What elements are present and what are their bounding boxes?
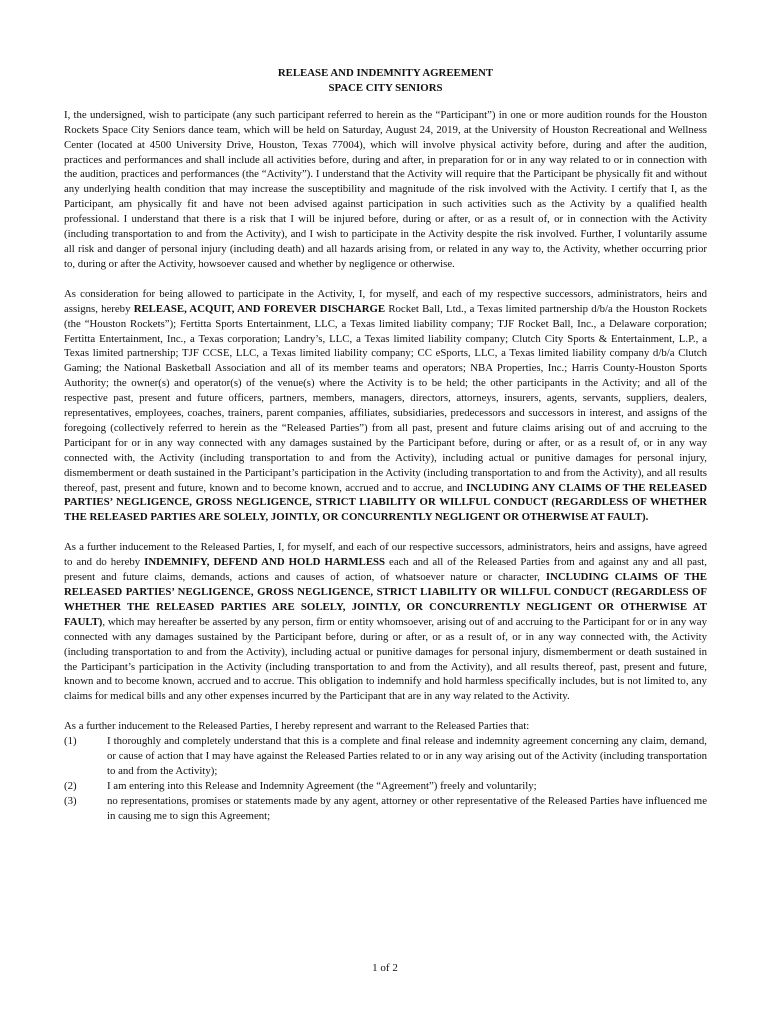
list-item-number: (3) [64, 794, 77, 807]
release-text-c: Rocket Ball, Ltd., a Texas limited partnership d/b/a the Houston Rockets (the “Houston Rockets”); Fertitta Sports Entertainment, LLC, a Texas limited liability company; TJF Rocket Ball, Inc., a Delaware corporation; Fertitta Entertainment, Inc., a Texas corporation; Landry’s, LLC, a Texas limited liability company; Clutch City Sports & Entertainment, L.P., a Texas limited partnership; TJF CCSE, LLC, a Texas limited liability company; CC eSports, LLC, a Texas limited liability company d/b/a Clutch Gaming; the National Basketball Association and all of its member teams and operators; NBA Properties, Inc.; Harris County-Houston Sports Authority; the owner(s) and operator(s) of the venue(s) where the Activity is to be held; the other participants in the Activity; and all of the respective past, present and future officers, partners, members, managers, directors, attorneys, insurers, agents, servants, suppliers, dealers, representatives, employees, coaches, trainers, parent companies, affiliates, subsidiaries, predecessors and successors in interest, and assigns of the foregoing (collectively referred to herein as the “Released Parties”) from all past, present and future claims arising out of and accruing to the Participant for or in any way connected with any damages sustained by the Participant before, during or after, or as a result of, or in any way connected with, the Activity (including transportation to and from the Activity), including actual or punitive damages for personal injury, dismemberment or death sustained in the Participant’s participation in the Activity (including transportation to and from the Activity), and all results thereof, past, present and future, known and to become known, accrued and to accrue, and [64, 302, 708, 494]
warranty-list [64, 734, 707, 823]
indemnity-text-a: As a further inducement to the Released Parties, I, for myself, and each of our respective successors, administrators, heirs and assigns, have agreed to and do hereby [64, 541, 707, 569]
indemnity-text-c: each and all of the Released Parties from and against any and all past, present and future claims, demands, actions and causes of action, of whatsoever nature or character, [64, 556, 707, 584]
list-item-number: (2) [64, 779, 77, 792]
document-page [64, 66, 707, 824]
document-title: RELEASE AND INDEMNITY AGREEMENT [277, 67, 494, 79]
list-item [64, 779, 707, 794]
paragraph-warranties-intro: As a further inducement to the Released Parties, I hereby represent and warrant to the Released Parties that: [64, 720, 530, 733]
list-item-number: (1) [64, 735, 77, 748]
release-bold-claims: INCLUDING ANY CLAIMS OF THE RELEASED PARTIES’ NEGLIGENCE, GROSS NEGLIGENCE, STRICT LIABILITY OR WILLFUL CONDUCT (REGARDLESS OF WHETHER THE RELEASED PARTIES ARE SOLELY, JOINTLY, OR CONCURRENTLY NEGLIGENT OR OTHERWISE AT FAULT). [64, 481, 707, 524]
list-item-text: I am entering into this Release and Indemnity Agreement (the “Agreement”) freely and voluntarily; [107, 779, 537, 792]
page-number: 1 of 2 [372, 962, 398, 974]
indemnity-text-e: , which may hereafter be asserted by any person, firm or entity whomsoever, arising out of and accruing to the Participant for or in any way connected with any damages sustained by the Participant before, during or after, or as a result of, or in any way connected with, the Activity (including transportation to and from the Activity), including actual or punitive damages for personal injury, dismemberment or death sustained in the Participant’s participation in the Activity (including transportation to and from the Activity), and all results thereof, past, present and future, known and to become known, accrued and to accrue. This obligation to indemnify and hold harmless specifically includes, but is not limited to, any claims for medical bills and any other expenses incurred by the Participant that are in any way related to the Activity. [64, 615, 707, 703]
list-item [64, 734, 707, 779]
release-text-a: As consideration for being allowed to participate in the Activity, I, for myself, and each of my respective successors, administrators, heirs and assigns, hereby [64, 287, 707, 315]
paragraph-release [64, 287, 707, 526]
paragraph-participation: I, the undersigned, wish to participate (any such participant referred to herein as the “Participant”) in one or more audition rounds for the Houston Rockets Space City Seniors dance team, which will be held on Saturday, August 24, 2019, at the University of Houston Recreational and Wellness Center (located at 4500 University Drive, Houston, Texas 77004), which will involve physical activity before, during and after the audition, practices and performances and shall include all activities before, during and after, in preparation for or in any way related to or in connection with the audition, practices and performances (the “Activity”). I understand that the Activity will require that the Participant be physically fit and without any underlying health condition that may increase the susceptibility and magnitude of the risk involved with the Activity. I certify that I, as the Participant, am physically fit and have not been advised against participation in such activities such as the Activity by a qualified health professional. I understand that there is a risk that I will be injured before, during or after, or as a result of, or in connection with the Activity (including transportation to and from the Activity), and I wish to participate in the Activity despite the risk involved. Further, I voluntarily assume all risk and danger of personal injury (including death) and all hazards arising from, or related in any way to, the Activity, whether occurring prior to, during or after the Activity, howsoever caused and whether by negligence or otherwise. [64, 108, 707, 270]
indemnity-bold-claims: INCLUDING CLAIMS OF THE RELEASED PARTIES’ NEGLIGENCE, GROSS NEGLIGENCE, STRICT LIABILITY OR WILLFUL CONDUCT (REGARDLESS OF WHETHER THE RELEASED PARTIES ARE SOLELY, JOINTLY, OR CONCURRENTLY NEGLIGENT OR OTHERWISE AT FAULT) [64, 571, 707, 628]
list-item [64, 794, 707, 824]
list-item-text: no representations, promises or statements made by any agent, attorney or other representative of the Released Parties have influenced me in causing me to sign this Agreement; [107, 794, 707, 822]
list-item-text: I thoroughly and completely understand that this is a complete and final release and indemnity agreement concerning any claim, demand, or cause of action that I may have against the Released Parties related to or in any way arising out of the Activity (including transportation to and from the Activity); [107, 735, 707, 777]
indemnity-bold-hold-harmless: INDEMNIFY, DEFEND AND HOLD HARMLESS [144, 556, 386, 569]
document-subtitle: SPACE CITY SENIORS [328, 81, 443, 94]
paragraph-indemnity [64, 540, 707, 704]
release-bold-discharge: RELEASE, ACQUIT, AND FOREVER DISCHARGE [133, 302, 386, 315]
